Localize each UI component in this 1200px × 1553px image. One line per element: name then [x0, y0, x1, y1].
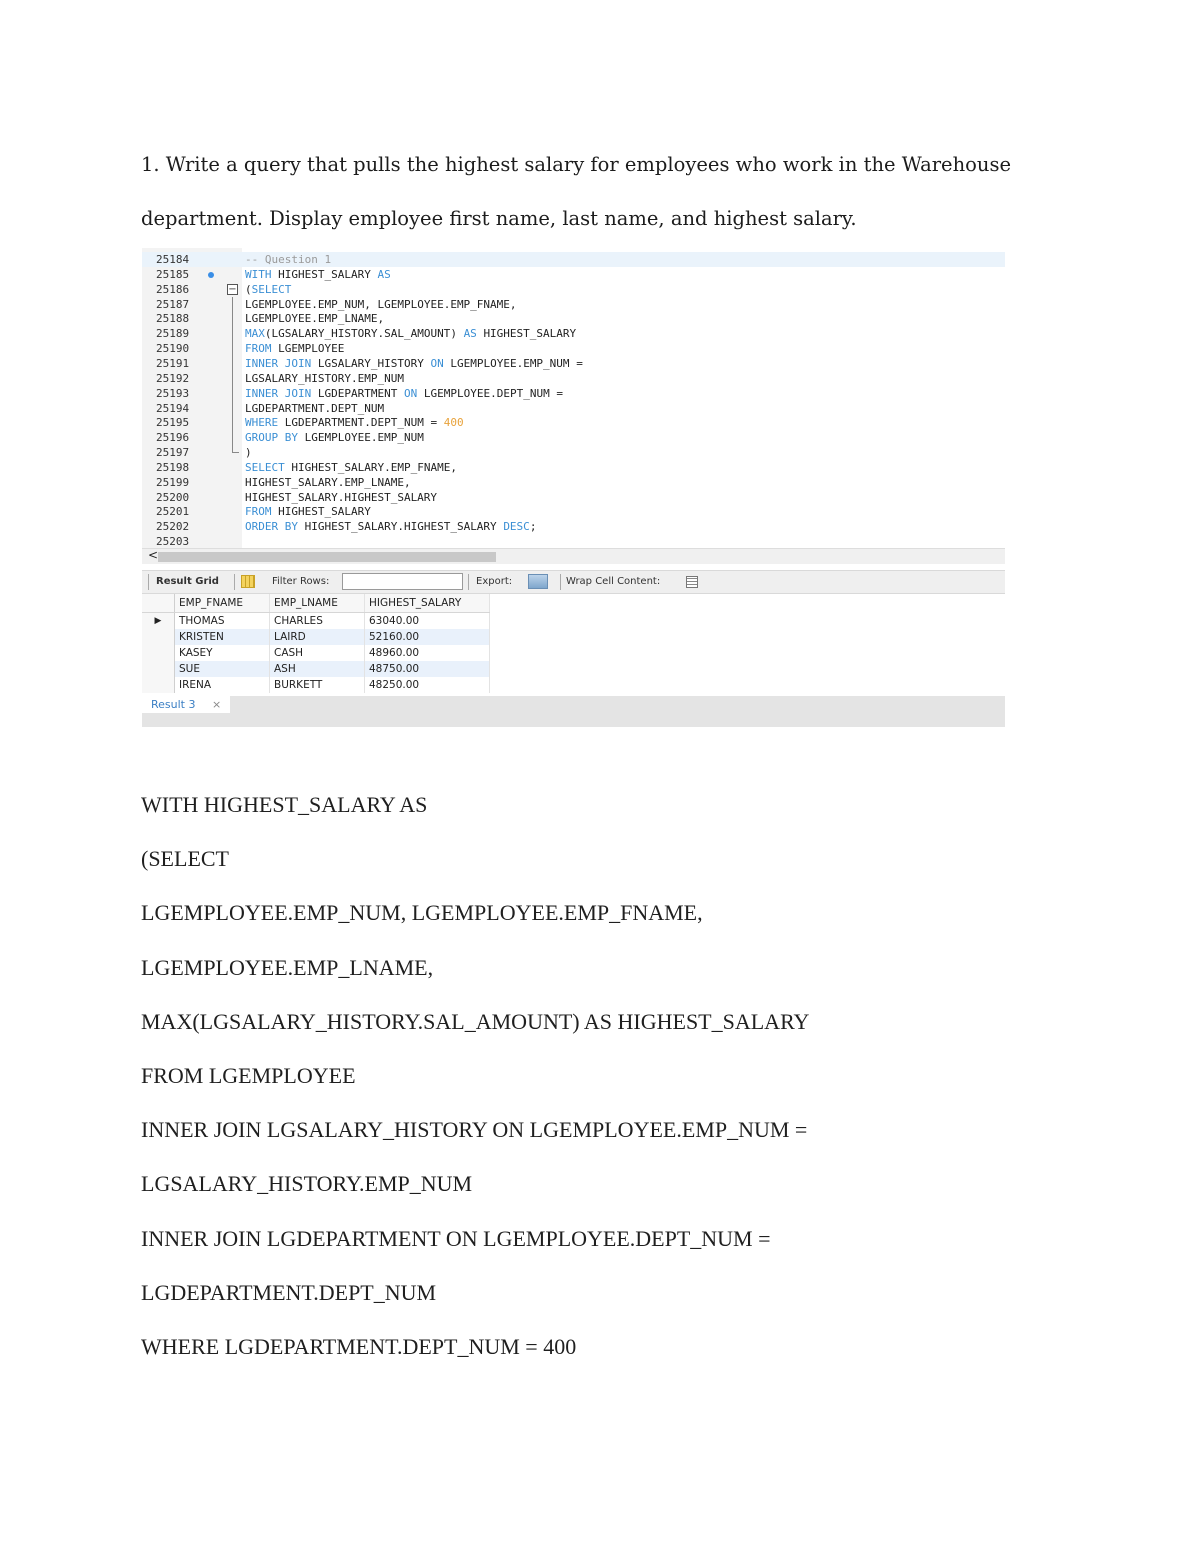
table-cell[interactable]: 48960.00: [365, 645, 490, 661]
fold-guide: [232, 371, 233, 386]
fold-guide: [232, 297, 233, 312]
line-number: 25197: [156, 446, 190, 460]
line-number: 25199: [156, 475, 190, 489]
table-row[interactable]: [142, 629, 490, 645]
fold-guide: [232, 415, 233, 430]
answer-line: MAX(LGSALARY_HISTORY.SAL_AMOUNT) AS HIGHEST_SALARY: [141, 1008, 810, 1034]
code-text[interactable]: FROM HIGHEST_SALARY: [245, 505, 371, 519]
code-text[interactable]: FROM LGEMPLOYEE: [245, 342, 345, 356]
code-text[interactable]: ): [245, 446, 252, 460]
code-line[interactable]: [142, 341, 1005, 356]
question-line-1: 1. Write a query that pulls the highest salary for employees who work in the Warehouse: [141, 153, 1011, 176]
line-number: 25188: [156, 312, 190, 326]
line-number: 25196: [156, 431, 190, 445]
close-icon[interactable]: ×: [212, 698, 222, 711]
result-tab[interactable]: [142, 696, 230, 713]
code-line[interactable]: [142, 475, 1005, 490]
fold-guide: [232, 356, 233, 371]
toolbar-divider: [560, 574, 561, 590]
answer-line: LGEMPLOYEE.EMP_NUM, LGEMPLOYEE.EMP_FNAME,: [141, 900, 703, 926]
line-number: 25184: [156, 253, 190, 266]
fold-guide-end: [232, 452, 239, 453]
code-line[interactable]: [142, 519, 1005, 534]
answer-line: WITH HIGHEST_SALARY AS: [141, 792, 428, 817]
table-cell[interactable]: CASH: [270, 645, 365, 661]
code-line[interactable]: [142, 386, 1005, 401]
table-cell[interactable]: LAIRD: [270, 629, 365, 645]
code-text[interactable]: MAX(LGSALARY_HISTORY.SAL_AMOUNT) AS HIGHEST_SALARY: [245, 327, 577, 341]
grid-layout-icon[interactable]: [241, 575, 255, 588]
result-grid-tab[interactable]: Result Grid: [156, 576, 219, 587]
row-header[interactable]: [142, 677, 175, 693]
column-header[interactable]: HIGHEST_SALARY: [365, 594, 490, 613]
table-cell[interactable]: 48750.00: [365, 661, 490, 677]
line-number: 25202: [156, 520, 190, 534]
table-cell[interactable]: CHARLES: [270, 613, 365, 630]
code-text[interactable]: INNER JOIN LGDEPARTMENT ON LGEMPLOYEE.DEPT_NUM =: [245, 386, 563, 400]
code-text[interactable]: ORDER BY HIGHEST_SALARY.HIGHEST_SALARY DESC;: [245, 520, 537, 534]
answer-line: LGDEPARTMENT.DEPT_NUM: [141, 1279, 437, 1305]
line-number: 25190: [156, 342, 190, 356]
row-header-corner: [142, 594, 175, 613]
code-line[interactable]: [142, 445, 1005, 460]
fold-guide: [232, 326, 233, 341]
table-cell[interactable]: 52160.00: [365, 629, 490, 645]
code-line[interactable]: [142, 401, 1005, 416]
line-number: 25200: [156, 490, 190, 504]
code-text[interactable]: SELECT HIGHEST_SALARY.EMP_FNAME,: [245, 460, 457, 474]
question-line-2: department. Display employee first name, last name, and highest salary.: [141, 207, 857, 230]
fold-guide: [232, 386, 233, 401]
column-header[interactable]: EMP_FNAME: [175, 594, 270, 613]
code-line[interactable]: [142, 504, 1005, 519]
table-row[interactable]: [142, 613, 490, 630]
table-row[interactable]: [142, 645, 490, 661]
export-label: Export:: [476, 576, 513, 587]
sql-editor[interactable]: [142, 248, 1005, 548]
result-toolbar: [142, 570, 1005, 594]
code-text[interactable]: INNER JOIN LGSALARY_HISTORY ON LGEMPLOYEE.EMP_NUM =: [245, 356, 583, 370]
result-table[interactable]: [142, 594, 490, 693]
result-grid[interactable]: [142, 594, 1005, 696]
table-cell[interactable]: KRISTEN: [175, 629, 270, 645]
code-text[interactable]: HIGHEST_SALARY.HIGHEST_SALARY: [245, 490, 438, 504]
line-number: 25185: [156, 267, 190, 281]
answer-line: (SELECT: [141, 846, 229, 872]
header-row: [142, 594, 490, 613]
line-number: 25193: [156, 386, 190, 400]
line-number: 25198: [156, 460, 190, 474]
code-text[interactable]: -- Question 1: [245, 253, 332, 266]
table-cell[interactable]: 48250.00: [365, 677, 490, 693]
code-line[interactable]: [142, 252, 1005, 267]
filter-rows-label: Filter Rows:: [272, 576, 330, 587]
row-header[interactable]: [142, 645, 175, 661]
table-cell[interactable]: BURKETT: [270, 677, 365, 693]
table-cell[interactable]: KASEY: [175, 645, 270, 661]
table-cell[interactable]: IRENA: [175, 677, 270, 693]
code-line[interactable]: [142, 326, 1005, 341]
export-icon[interactable]: [528, 574, 548, 589]
line-number: 25186: [156, 282, 190, 296]
table-cell[interactable]: ASH: [270, 661, 365, 677]
line-number: 25192: [156, 371, 190, 385]
code-text[interactable]: (SELECT: [245, 282, 292, 296]
table-row[interactable]: [142, 661, 490, 677]
code-line[interactable]: [142, 460, 1005, 475]
wrap-cell-icon[interactable]: [686, 576, 698, 588]
toolbar-divider: [468, 574, 469, 590]
line-number: 25201: [156, 505, 190, 519]
row-header[interactable]: [142, 629, 175, 645]
line-number: 25187: [156, 297, 190, 311]
toolbar-divider: [234, 574, 235, 590]
fold-guide: [232, 401, 233, 416]
code-line[interactable]: [142, 430, 1005, 445]
code-text[interactable]: LGSALARY_HISTORY.EMP_NUM: [245, 371, 404, 385]
answer-text: [141, 778, 1071, 1374]
code-line[interactable]: [142, 282, 1005, 297]
answer-line: INNER JOIN LGDEPARTMENT ON LGEMPLOYEE.DEPT_NUM =: [141, 1225, 771, 1251]
answer-line: FROM LGEMPLOYEE: [141, 1063, 356, 1089]
code-text[interactable]: LGEMPLOYEE.EMP_LNAME,: [245, 312, 385, 326]
column-header[interactable]: EMP_LNAME: [270, 594, 365, 613]
table-row[interactable]: [142, 677, 490, 693]
code-line[interactable]: [142, 297, 1005, 312]
code-line[interactable]: [142, 534, 1005, 549]
answer-line: WHERE LGDEPARTMENT.DEPT_NUM = 400: [141, 1334, 577, 1360]
code-line[interactable]: [142, 311, 1005, 326]
table-cell[interactable]: SUE: [175, 661, 270, 677]
row-header[interactable]: [142, 661, 175, 677]
code-text[interactable]: WHERE LGDEPARTMENT.DEPT_NUM = 400: [245, 416, 464, 430]
wrap-cell-label: Wrap Cell Content:: [566, 576, 661, 587]
line-number: 25191: [156, 356, 190, 370]
code-line[interactable]: [142, 267, 1005, 282]
answer-line: LGSALARY_HISTORY.EMP_NUM: [141, 1171, 473, 1197]
code-text[interactable]: LGDEPARTMENT.DEPT_NUM: [245, 401, 385, 415]
scroll-thumb[interactable]: [158, 552, 496, 562]
fold-guide: [232, 311, 233, 326]
statement-marker-icon: [208, 272, 214, 278]
result-tab-label[interactable]: Result 3: [151, 698, 196, 711]
toolbar-divider: [148, 574, 149, 590]
code-line[interactable]: [142, 356, 1005, 371]
question-text: [141, 138, 1071, 246]
table-cell[interactable]: 63040.00: [365, 613, 490, 630]
answer-line: INNER JOIN LGSALARY_HISTORY ON LGEMPLOYEE.EMP_NUM =: [141, 1117, 808, 1143]
filter-rows-input[interactable]: [342, 573, 463, 590]
current-row-icon[interactable]: ▶: [142, 613, 175, 630]
fold-guide: [232, 445, 233, 452]
answer-line: LGEMPLOYEE.EMP_LNAME,: [141, 954, 434, 980]
fold-guide: [232, 430, 233, 445]
code-line[interactable]: [142, 415, 1005, 430]
scroll-left-icon[interactable]: <: [148, 548, 159, 562]
code-line[interactable]: [142, 371, 1005, 386]
workbench-screenshot: [142, 248, 1005, 727]
horizontal-scrollbar[interactable]: [142, 548, 1005, 564]
fold-toggle-icon[interactable]: −: [228, 283, 237, 295]
line-number: 25189: [156, 327, 190, 341]
line-number: 25195: [156, 416, 190, 430]
code-text[interactable]: WITH HIGHEST_SALARY AS: [245, 267, 391, 281]
line-number: 25194: [156, 401, 190, 415]
code-text[interactable]: HIGHEST_SALARY.EMP_LNAME,: [245, 475, 411, 489]
table-cell[interactable]: THOMAS: [175, 613, 270, 630]
line-number: 25203: [156, 535, 190, 549]
code-line[interactable]: [142, 490, 1005, 505]
code-text[interactable]: GROUP BY LGEMPLOYEE.EMP_NUM: [245, 431, 424, 445]
result-tab-bar: [142, 696, 1005, 727]
code-text[interactable]: LGEMPLOYEE.EMP_NUM, LGEMPLOYEE.EMP_FNAME,: [245, 297, 517, 311]
fold-guide: [232, 341, 233, 356]
